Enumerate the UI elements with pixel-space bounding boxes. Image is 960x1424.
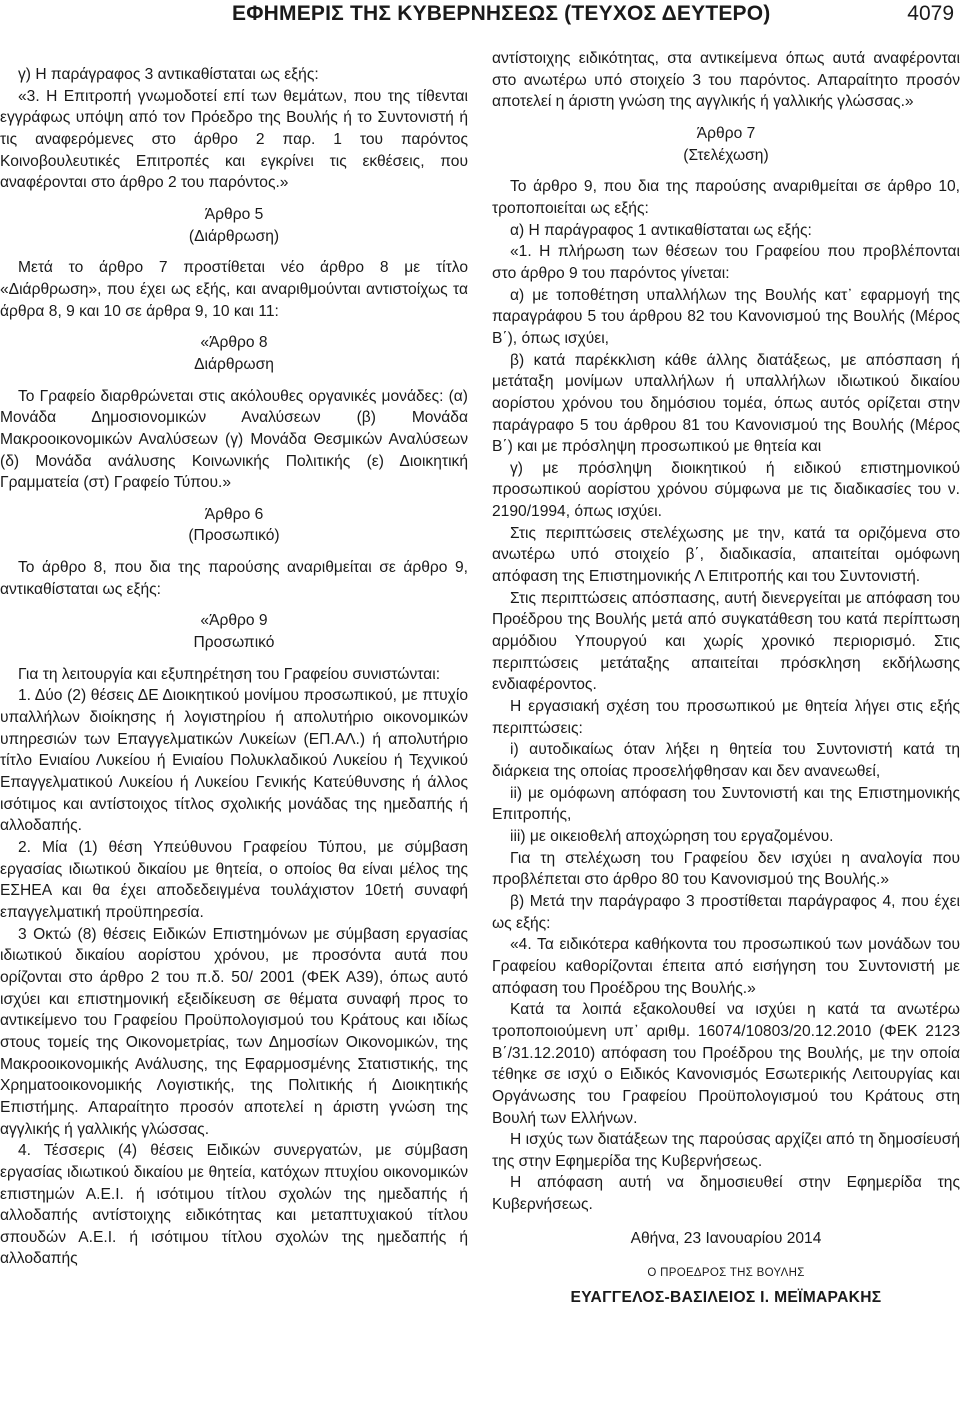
paragraph: γ) με πρόσληψη διοικητικού ή ειδικού επιστημονικού προσωπικού αορίστου χρόνου σύμφωνα με τις διαδικασίες του ν. 2190/1994, όπως ισχύει.: [492, 459, 960, 521]
paragraph: Για τη λειτουργία και εξυπηρέτηση του Γραφείου συνιστώνται:: [18, 665, 441, 683]
article-subtitle: (Προσωπικό): [188, 527, 280, 545]
signer-name: ΕΥΑΓΓΕΛΟΣ-ΒΑΣΙΛΕΙΟΣ Ι. ΜΕΪΜΑΡΑΚΗΣ: [570, 1289, 882, 1307]
paragraph: Το Γραφείο διαρθρώνεται στις ακόλουθες οργανικές μονάδες: (α) Μονάδα Δημοσιονομικών Αναλύσεων (β) Μονάδα Μακροοικονομικών Αναλύσεων (γ) Μονάδα Θεσμικών Αναλύσεων (δ) Μονάδα ανάλυσης Κοινωνικής Πολιτικής (ε) Διοικητική Γραμματεία (στ) Γραφείο Τύπου.»: [0, 387, 468, 492]
paragraph: i) αυτοδικαίως όταν λήξει η θητεία του Συντονιστή κατά τη διάρκεια της οποίας προσελήφθησαν και δεν ανανεωθεί,: [492, 741, 960, 780]
paragraph: Στις περιπτώσεις στελέχωσης με την, κατά τα οριζόμενα στο ανωτέρω υπό στοιχείο β΄, διαδικασία, απαιτείται ομόφωνη απόφαση της Επιστημονικής Λ Επιτροπής και του Συντονιστή.: [492, 524, 960, 586]
paragraph: «3. Η Επιτροπή γνωμοδοτεί επί των θεμάτων, που της τίθενται εγγράφως υπόψη από τον Πρόεδρο της Βουλής ή το Συντονιστή ή τις αναφερόμενες στο άρθρο 2 παρ. 1 του παρόντος Κοινοβουλευτικές Επιτροπές και εγκρίνει τις εκθέσεις, που αναφέρονται στο άρθρο 2 του παρόντος.»: [0, 87, 468, 192]
place-date: Αθήνα, 23 Ιανουαρίου 2014: [630, 1229, 822, 1247]
page-header: [0, 0, 960, 40]
paragraph: γ) Η παράγραφος 3 αντικαθίσταται ως εξής:: [18, 66, 319, 83]
article-title: Άρθρο 7: [696, 124, 756, 142]
paragraph: Στις περιπτώσεις απόσπασης, αυτή διενεργείται με απόφαση του Προέδρου της Βουλής μετά από συγκατάθεση του κατά περίπτωση αρμόδιου Υπουργού και χωρίς χρονικό περιορισμό. Στις περιπτώσεις μετάταξης απαιτείται πρόσκληση εκδήλωσης ενδιαφέροντος.: [492, 589, 960, 694]
paragraph: iii) με οικειοθελή αποχώρηση του εργαζομένου.: [510, 827, 834, 845]
article-subtitle: (Διάρθρωση): [188, 227, 280, 245]
article-subtitle: Διάρθρωση: [194, 355, 274, 373]
article-title: «Άρθρο 9: [200, 612, 268, 630]
paragraph: 2. Μία (1) θέση Υπεύθυνου Γραφείου Τύπου, με σύμβαση εργασίας ιδιωτικού δικαίου με θητεία, ο οποίος θα είναι μέλος της ΕΣΗΕΑ και θα έχει αποδεδειγμένα τουλάχιστον 10ετή συναφή επαγγελματική προϋπηρεσία.: [0, 839, 468, 921]
paragraph: Η εργασιακή σχέση του προσωπικού με θητεία λήγει στις εξής περιπτώσεις:: [492, 698, 960, 737]
article-title: «Άρθρο 8: [200, 334, 268, 352]
article-title: Άρθρο 5: [204, 205, 264, 223]
paragraph: 4. Τέσσερις (4) θέσεις Ειδικών συνεργατών, με σύμβαση εργασίας ιδιωτικού δικαίου με θητεία, κατόχων πτυχίου οικονομικών επιστημών Α.Ε.Ι. ή ισότιμου τίτλου σχολών της ημεδαπής ή αλλοδαπής αντίστοιχης ειδικότητας και μεταπτυχιακού τίτλου σπουδών Α.Ε.Ι. ή ισότιμου τίτλου σχολών της ημεδαπής ή αλλοδαπής: [0, 1142, 468, 1268]
paragraph: «1. Η πλήρωση των θέσεων του Γραφείου που προβλέπονται στο άρθρο 9 του παρόντος γίνεται:: [492, 243, 960, 282]
article-subtitle: (Στελέχωση): [683, 146, 769, 164]
paragraph: Η ισχύς των διατάξεων της παρούσας αρχίζει από τη δημοσίευσή της στην Εφημερίδα της Κυβερνήσεως.: [492, 1131, 960, 1170]
paragraph: α) με τοποθέτηση υπαλλήλων της Βουλής κατ᾽ εφαρμογή της παραγράφου 5 του άρθρου 82 του Κανονισμού της Βουλής (Μέρος Β΄), όπως ισχύει,: [492, 286, 960, 347]
paragraph: Η απόφαση αυτή να δημοσιευθεί στην Εφημερίδα της Κυβερνήσεως.: [492, 1174, 960, 1214]
gazette-title: ΕΦΗΜΕΡΙΣ ΤΗΣ ΚΥΒΕΡΝΗΣΕΩΣ (ΤΕΥΧΟΣ ΔΕΥΤΕΡΟ): [232, 2, 771, 25]
paragraph: Για τη στελέχωση του Γραφείου δεν ισχύει η αναλογία που προβλέπεται στο άρθρο 80 του Κανονισμού της Βουλής.»: [492, 849, 960, 889]
paragraph: β) κατά παρέκκλιση κάθε άλλης διατάξεως, με απόσπαση ή μετάταξη μονίμων υπαλλήλων ή υπαλλήλων ιδιωτικού δικαίου αορίστου χρόνου του δημόσιου τομέα, όπως αυτός ορίζεται στην παράγραφο 5 του άρθρου 81 του Κανονισμού της Βουλής (Μέρος Β΄) και με πρόσληψη προσωπικού με θητεία και: [492, 351, 960, 456]
signer-title: Ο ΠΡΟΕΔΡΟΣ ΤΗΣ ΒΟΥΛΗΣ: [647, 1267, 805, 1280]
article-subtitle: Προσωπικό: [193, 634, 275, 652]
left-column: [0, 64, 468, 1270]
paragraph: β) Μετά την παράγραφο 3 προστίθεται παράγραφος 4, που έχει ως εξής:: [492, 892, 960, 932]
right-column: [492, 48, 960, 1309]
paragraph: αντίστοιχης ειδικότητας, στα αντικείμενα όπως αυτά αναφέρονται στο ανωτέρω υπό στοιχείο 3 του παρόντος. Απαραίτητο προσόν αποτελεί η άριστη γνώση της αγγλικής ή γαλλικής γλώσσας.»: [492, 50, 960, 111]
paragraph: Μετά το άρθρο 7 προστίθεται νέο άρθρο 8 με τίτλο «Διάρθρωση», που έχει ως εξής, και αναριθμούνται αντιστοίχως τα άρθρα 8, 9 και 10 σε άρθρα 9, 10 και 11:: [0, 259, 468, 320]
paragraph: Το άρθρο 9, που δια της παρούσης αναριθμείται σε άρθρο 10, τροποποιείται ως εξής:: [492, 178, 960, 217]
article-title: Άρθρο 6: [204, 505, 264, 523]
paragraph: 3 Οκτώ (8) θέσεις Ειδικών Επιστημόνων με σύμβαση εργασίας ιδιωτικού δικαίου αορίστου χρόνου, με προσόντα αυτά που ορίζονται στο άρθρο 2 του π.δ. 50/ 2001 (ΦΕΚ Α39), όπως αυτό ισχύει και επιστημονική εξειδίκευση σε θέματα συναφή προς το αντικείμενο του Γραφείου Προϋπολογισμού του Κράτους και ιδίως στους τομείς της Οικονομετρίας, των Δημοσίων Οικονομικών, της Μακροοικονομικής Ανάλυσης, της Εφαρμοσμένης Στατιστικής, της Χρηματοοικονομικής Λογιστικής, της Πολιτικής ή Διοικητικής Επιστήμης. Απαραίτητο προσόν αποτελεί η άριστη γνώση της αγγλικής ή γαλλικής γλώσσας.: [0, 925, 468, 1138]
paragraph: Κατά τα λοιπά εξακολουθεί να ισχύει η κατά τα ανωτέρω τροποποιούμενη υπ᾽ αριθμ. 16074/10803/20.12.2010 (ΦΕΚ 2123 Β΄/31.12.2010) απόφαση του Προέδρου της Βουλής, με την οποία τέθηκε σε ισχύ ο Ειδικός Κανονισμός Εσωτερικής Λειτουργίας και Οργάνωσης του Γραφείου Προϋπολογισμού του Κράτους στη Βουλή των Ελλήνων.: [492, 1001, 960, 1127]
paragraph: α) Η παράγραφος 1 αντικαθίσταται ως εξής:: [510, 221, 812, 239]
paragraph: ii) με ομόφωνη απόφαση του Συντονιστή και της Επιστημονικής Επιτροπής,: [492, 784, 960, 824]
paragraph: «4. Τα ειδικότερα καθήκοντα του προσωπικού των μονάδων του Γραφείου καθορίζονται έπειτα από εισήγηση του Συντονιστή με απόφαση του Προέδρου της Βουλής.»: [492, 936, 960, 997]
paragraph: 1. Δύο (2) θέσεις ΔΕ Διοικητικού μονίμου προσωπικού, με πτυχίο υπαλλήλων διοίκησης ή λογιστηρίου ή απολυτήριο οικονομικών υπηρεσιών των Επαγγελματικών Λυκείων (ΕΠ.ΑΛ.) ή απολυτήριο τίτλο Ενιαίου Λυκείου ή Ενιαίου Πολυκλαδικού Λυκείου ή Τεχνικού Επαγγελματικού Λυκείου ή Λυκείου Γενικής Κατεύθυνσης ή άλλος ισότιμος και αντίστοιχος τίτλος σχολικής μονάδας της ημεδαπής ή αλλοδαπής.: [0, 687, 468, 835]
paragraph: Το άρθρο 8, που δια της παρούσης αναριθμείται σε άρθρο 9, αντικαθίσταται ως εξής:: [0, 559, 468, 598]
page-number: 4079: [907, 2, 954, 25]
